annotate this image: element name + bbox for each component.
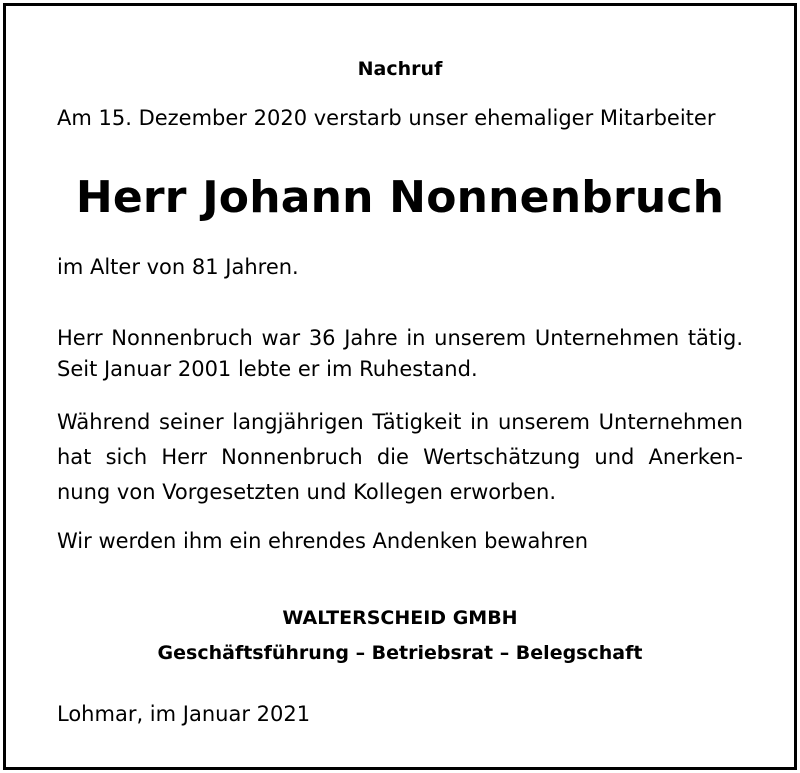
place-date: Lohmar, im Januar 2021 (57, 702, 311, 726)
paragraph2-line1: Während seiner langjährigen Tätigkeit in unserem Unternehmen (57, 410, 743, 434)
paragraph2-line3: nung von Vorgesetzten und Kollegen erworben. (57, 480, 557, 504)
paragraph1-line1: Herr Nonnenbruch war 36 Jahre in unserem Unternehmen tätig. (57, 326, 743, 350)
paragraph1-line2: Seit Januar 2001 lebte er im Ruhestand. (57, 357, 478, 381)
paragraph2-line2: hat sich Herr Nonnenbruch die Wertschätzung und Anerken- (57, 445, 743, 469)
intro-text: Am 15. Dezember 2020 verstarb unser ehemaliger Mitarbeiter (57, 106, 716, 130)
closing-text: Wir werden ihm ein ehrendes Andenken bewahren (57, 529, 589, 553)
signatories: Geschäftsführung – Betriebsrat – Belegschaft (157, 642, 643, 664)
company-name: WALTERSCHEID GMBH (282, 607, 518, 629)
deceased-name: Herr Johann Nonnenbruch (75, 172, 725, 223)
notice-heading: Nachruf (357, 58, 443, 80)
age-text: im Alter von 81 Jahren. (57, 255, 299, 279)
